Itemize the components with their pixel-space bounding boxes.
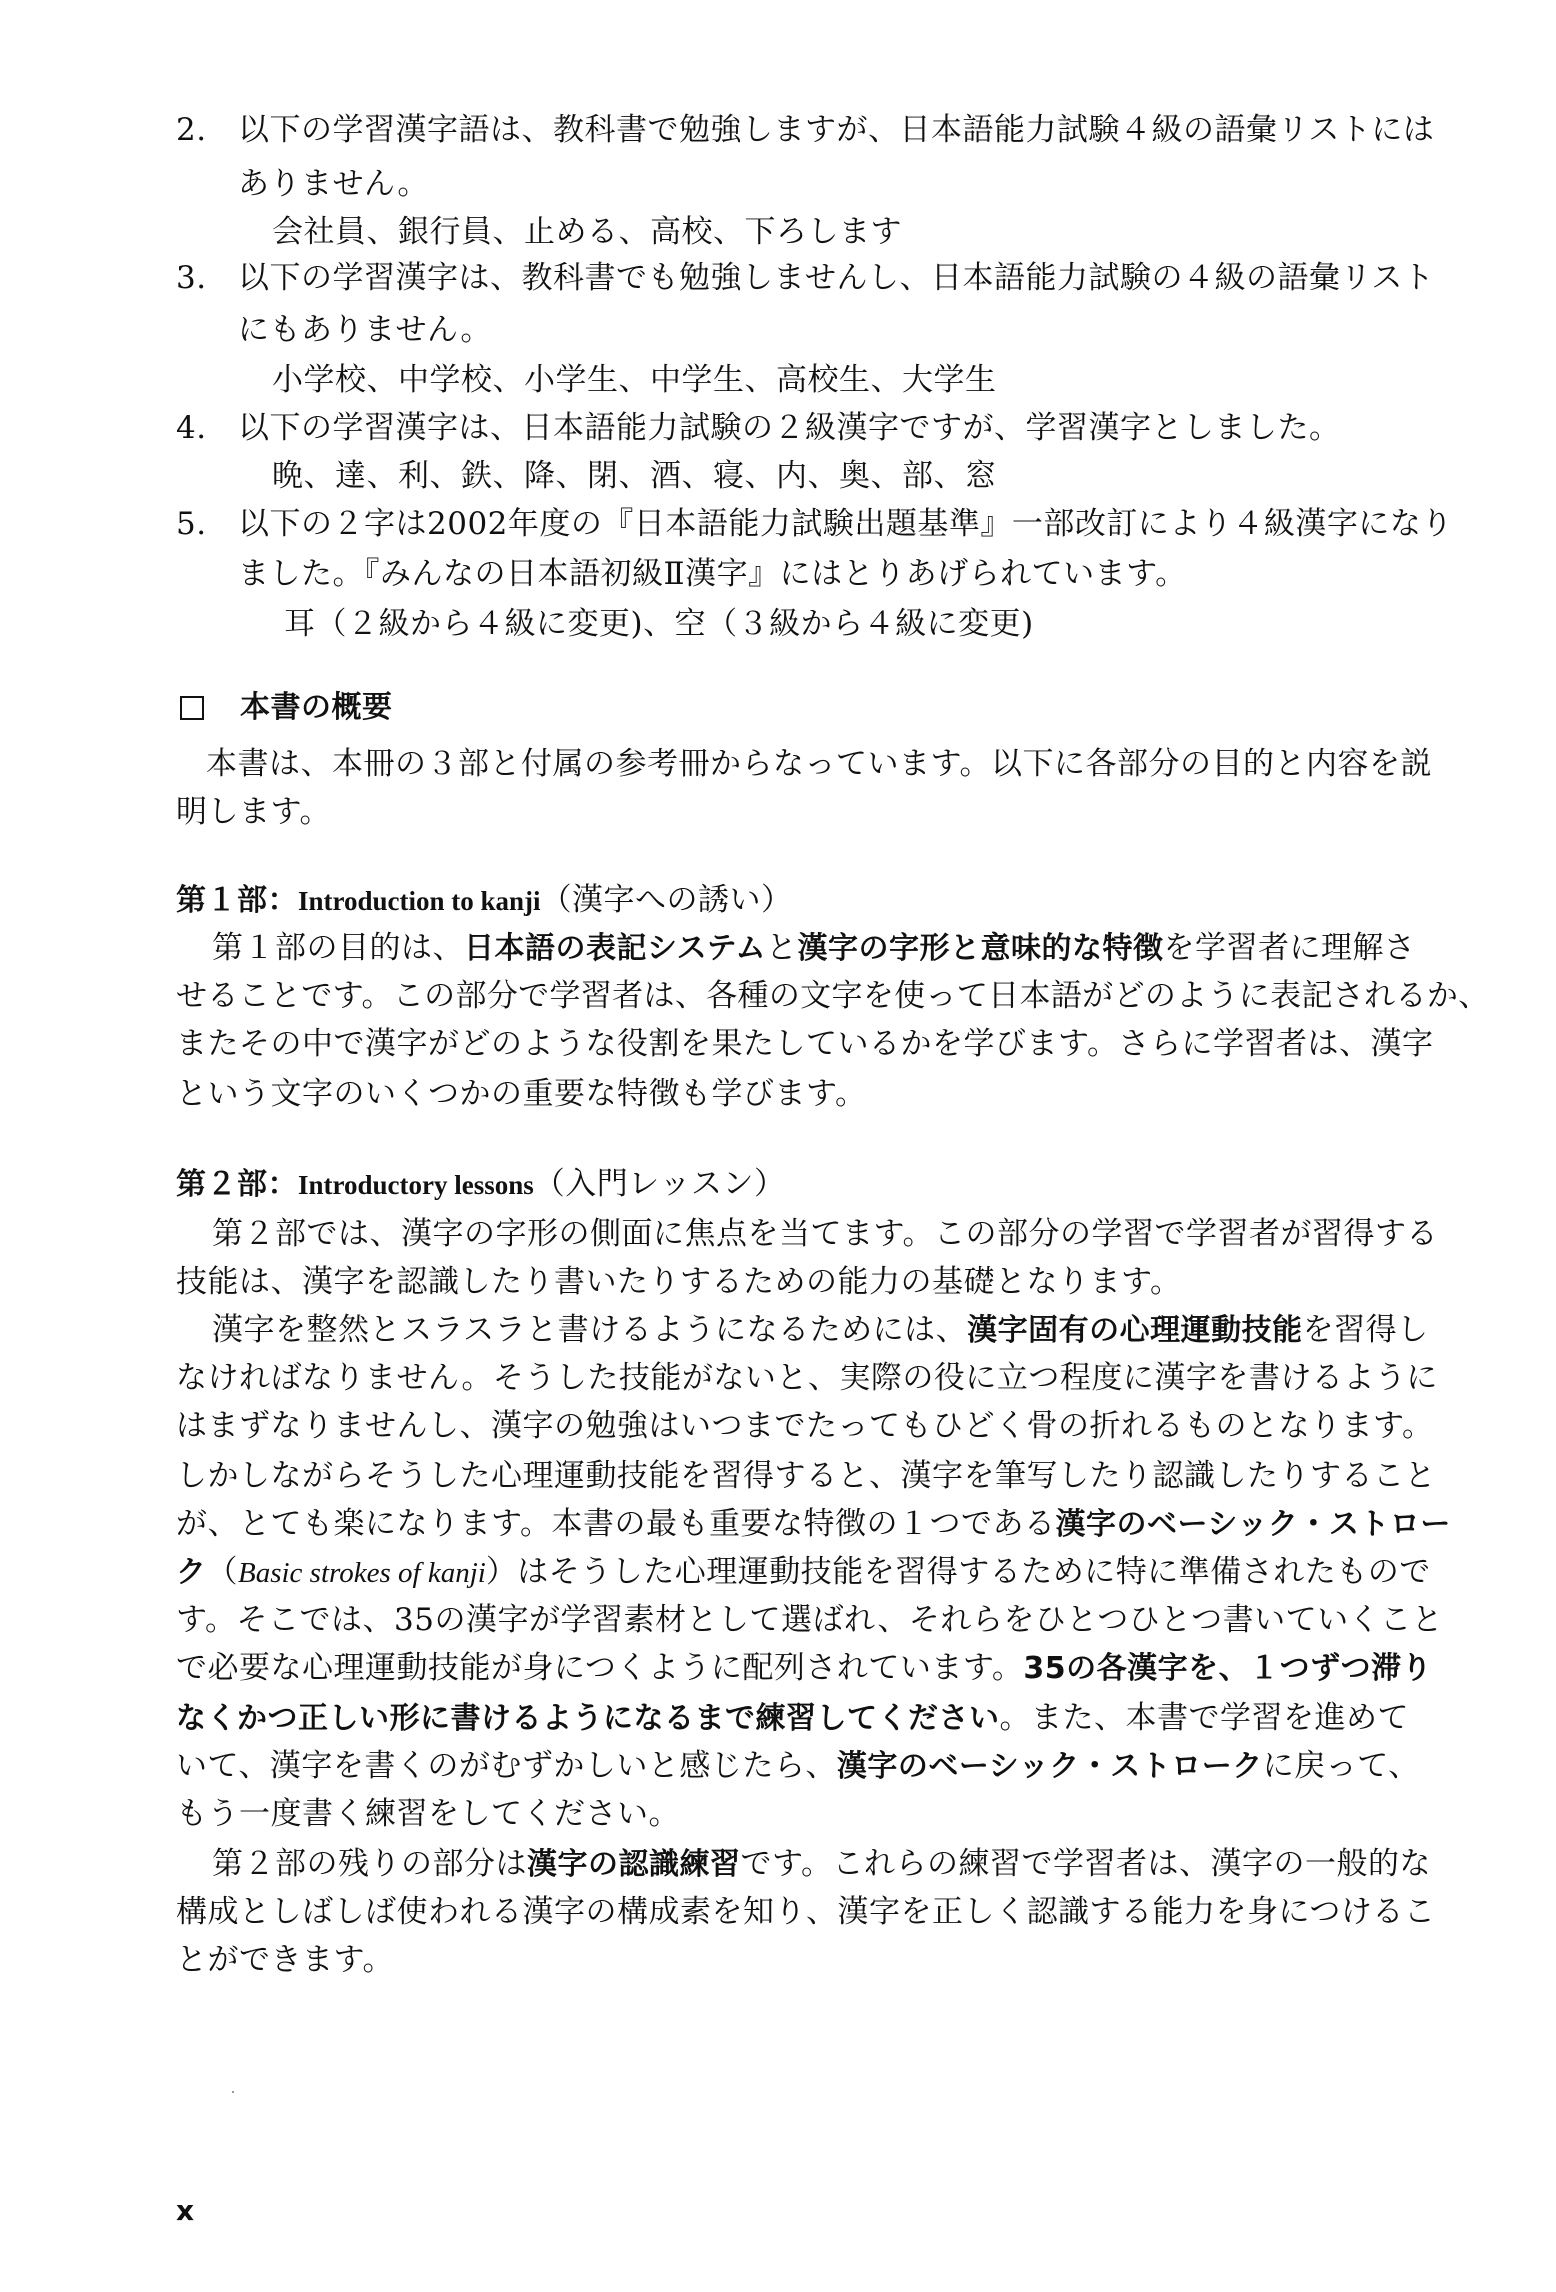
overview-line-2: 明します。: [176, 794, 332, 830]
part2-line-7: が、とても楽になります。本書の最も重要な特徴の１つである漢字のベーシック・ストロー: [176, 1506, 1451, 1542]
overview-line-1: 本書は、本冊の３部と付属の参考冊からなっています。以下に各部分の目的と内容を説: [206, 746, 1433, 782]
part2-line-11: なくかつ正しい形に書けるようになるまで練習してください。また、本書で学習を進めて: [176, 1700, 1409, 1736]
list-item-2-words: 会社員、銀行員、止める、高校、下ろします: [272, 214, 902, 250]
part2-line-8: ク（Basic strokes of kanji）はそうした心理運動技能を習得するために特に準備されたもので: [176, 1554, 1431, 1590]
list-item-3-line-1: 3. 以下の学習漢字は、教科書でも勉強しませんし、日本語能力試験の４級の語彙リスト: [176, 256, 1434, 300]
page-number: x: [176, 2194, 195, 2227]
part2-line-10: で必要な心理運動技能が身につくように配列されています。35の各漢字を、１つずつ滞り: [176, 1650, 1433, 1686]
part2-line-2: 技能は、漢字を認識したり書いたりするための能力の基礎となります。: [176, 1264, 1182, 1300]
list-item-3-words: 小学校、中学校、小学生、中学生、高校生、大学生: [272, 362, 997, 398]
checkbox-square-icon: [180, 696, 204, 720]
part2-line-4: なければなりません。そうした技能がないと、実際の役に立つ程度に漢字を書けるように: [176, 1360, 1438, 1396]
part2-line-3: 漢字を整然とスラスラと書けるようになるためには、漢字固有の心理運動技能を習得し: [212, 1312, 1429, 1348]
part1-line-4: という文字のいくつかの重要な特徴も学びます。: [176, 1076, 867, 1112]
part2-line-12: いて、漢字を書くのがむずかしいと感じたら、漢字のベーシック・ストロークに戻って、: [176, 1748, 1420, 1784]
list-item-4-words: 晩、達、利、鉄、降、閉、酒、寝、内、奥、部、窓: [272, 458, 997, 494]
list-item-5-words: 耳（２級から４級に変更)、空（３級から４級に変更): [284, 606, 1034, 642]
part1-line-1: 第１部の目的は、日本語の表記システムと漢字の字形と意味的な特徴を学習者に理解さ: [212, 930, 1416, 966]
overview-heading: 本書の概要: [240, 690, 393, 725]
list-item-5-line-2: ました。『みんなの日本語初級Ⅱ漢字』にはとりあげられています。: [238, 556, 1187, 592]
part2-line-14: 第２部の残りの部分は漢字の認識練習です。これらの練習で学習者は、漢字の一般的な: [212, 1846, 1432, 1882]
part1-line-2: せることです。この部分で学習者は、各種の文字を使って日本語がどのように表記されるか、: [176, 978, 1490, 1014]
list-item-number: 5.: [176, 506, 207, 542]
part2-line-16: とができます。: [176, 1942, 395, 1978]
part2-heading: 第２部：Introductory lessons（入門レッスン）: [176, 1166, 786, 1202]
list-item-2-line-1: 2. 以下の学習漢字語は、教科書で勉強しますが、日本語能力試験４級の語彙リストには: [176, 108, 1434, 152]
part2-line-1: 第２部では、漢字の字形の側面に焦点を当てます。この部分の学習で学習者が習得する: [212, 1216, 1439, 1252]
scan-speck: [232, 2091, 234, 2093]
part2-line-6: しかしながらそうした心理運動技能を習得すると、漢字を筆写したり認識したりすること: [176, 1458, 1436, 1494]
list-item-3-line-2: にもありません。: [238, 312, 492, 348]
list-item-number: 4.: [176, 410, 207, 446]
part1-line-3: またその中で漢字がどのような役割を果たしているかを学びます。さらに学習者は、漢字: [176, 1026, 1434, 1062]
part1-heading: 第１部：Introduction to kanji（漢字への誘い）: [176, 882, 793, 918]
list-item-5-line-1: 5. 以下の２字は2002年度の『日本語能力試験出題基準』一部改訂により４級漢字になり: [176, 502, 1453, 546]
list-item-2-line-2: ありません。: [238, 166, 429, 202]
part2-line-5: はまずなりませんし、漢字の勉強はいつまでたってもひどく骨の折れるものとなります。: [176, 1408, 1434, 1444]
list-item-4-line-1: 4. 以下の学習漢字は、日本語能力試験の２級漢字ですが、学習漢字としました。: [176, 406, 1341, 450]
part2-line-13: もう一度書く練習をしてください。: [176, 1796, 680, 1832]
part2-line-15: 構成としばしば使われる漢字の構成素を知り、漢字を正しく認識する能力を身につけるこ: [176, 1894, 1436, 1930]
part2-line-9: す。そこでは、35の漢字が学習素材として選ばれ、それらをひとつひとつ書いていくこと: [176, 1602, 1444, 1638]
list-item-number: 3.: [176, 260, 207, 296]
list-item-number: 2.: [176, 112, 207, 148]
